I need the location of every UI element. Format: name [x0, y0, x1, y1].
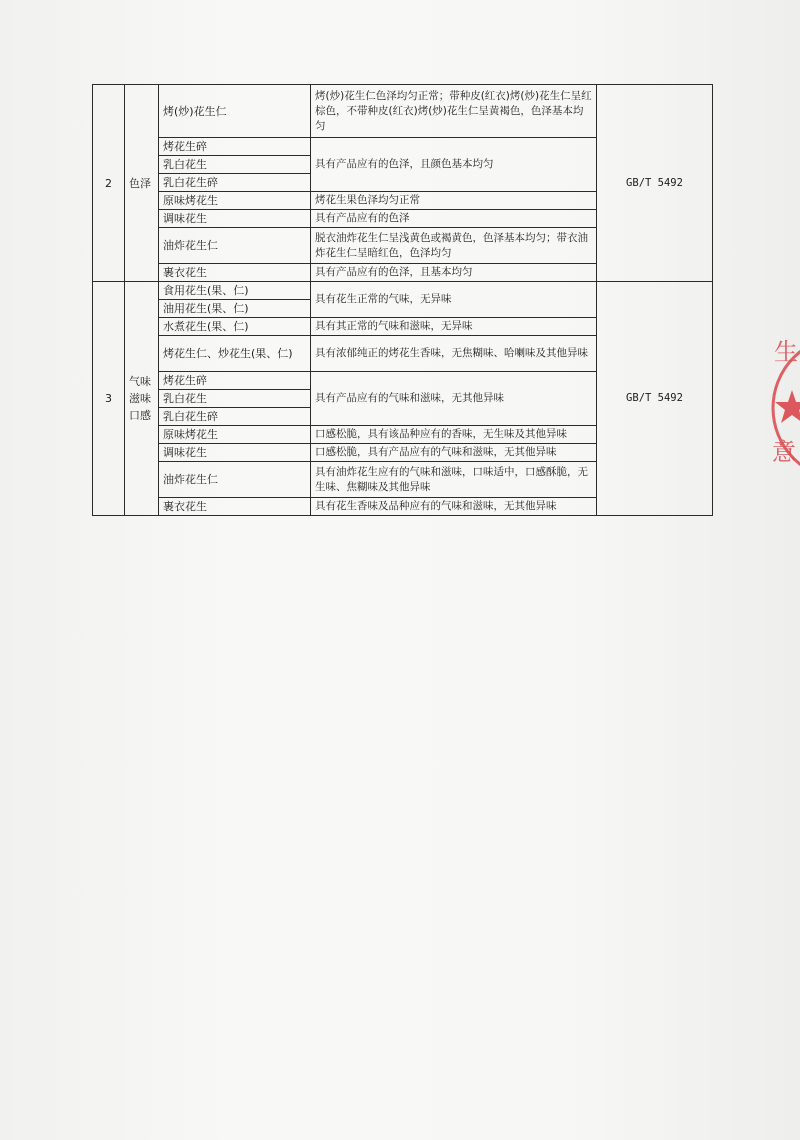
product-cell: 乳白花生碎 [159, 408, 311, 426]
section-item-line: 滋味 [129, 392, 151, 405]
requirement-cell: 烤花生果色泽均匀正常 [311, 192, 597, 210]
test-method: GB/T 5492 [597, 85, 713, 282]
requirement-cell: 具有产品应有的色泽，且基本均匀 [311, 264, 597, 282]
product-cell: 油炸花生仁 [159, 462, 311, 498]
requirement-cell: 具有产品应有的气味和滋味，无其他异味 [311, 372, 597, 426]
section-item-line: 气味 [129, 375, 151, 388]
product-cell: 裹衣花生 [159, 498, 311, 516]
product-cell: 烤(炒)花生仁 [159, 85, 311, 138]
section-item [125, 282, 159, 516]
official-seal [760, 328, 800, 488]
svg-text:生: 生 [774, 338, 798, 366]
section-number: 3 [93, 282, 125, 516]
requirement-cell: 烤(炒)花生仁色泽均匀正常；带种皮(红衣)烤(炒)花生仁呈红棕色，不带种皮(红衣)烤(炒)花生仁呈黄褐色，色泽基本均匀 [311, 85, 597, 138]
requirement-cell: 具有花生正常的气味，无异味 [311, 282, 597, 318]
requirement-cell: 口感松脆，具有该品种应有的香味，无生味及其他异味 [311, 426, 597, 444]
svg-text:意: 意 [772, 438, 796, 466]
product-cell: 乳白花生碎 [159, 174, 311, 192]
requirement-cell: 口感松脆，具有产品应有的气味和滋味，无其他异味 [311, 444, 597, 462]
requirement-cell: 具有产品应有的色泽，且颜色基本均匀 [311, 138, 597, 192]
product-cell: 烤花生碎 [159, 138, 311, 156]
product-cell: 乳白花生 [159, 156, 311, 174]
product-cell: 调味花生 [159, 210, 311, 228]
product-cell: 原味烤花生 [159, 192, 311, 210]
requirement-cell: 脱衣油炸花生仁呈浅黄色或褐黄色，色泽基本均匀；带衣油炸花生仁呈暗红色，色泽均匀 [311, 228, 597, 264]
requirement-cell: 具有油炸花生应有的气味和滋味，口味适中，口感酥脆，无生味、焦糊味及其他异味 [311, 462, 597, 498]
product-cell: 烤花生碎 [159, 372, 311, 390]
requirement-cell: 具有其正常的气味和滋味，无异味 [311, 318, 597, 336]
requirement-cell: 具有产品应有的色泽 [311, 210, 597, 228]
product-cell: 食用花生(果、仁) [159, 282, 311, 300]
product-cell: 油炸花生仁 [159, 228, 311, 264]
table-row [93, 282, 713, 300]
product-cell: 烤花生仁、炒花生(果、仁) [159, 336, 311, 372]
product-cell: 乳白花生 [159, 390, 311, 408]
sensory-requirements-table [92, 84, 713, 516]
product-cell: 原味烤花生 [159, 426, 311, 444]
product-cell: 水煮花生(果、仁) [159, 318, 311, 336]
product-cell: 调味花生 [159, 444, 311, 462]
section-number: 2 [93, 85, 125, 282]
product-cell: 裹衣花生 [159, 264, 311, 282]
section-item-line: 口感 [129, 409, 151, 422]
section-item: 色泽 [125, 85, 159, 282]
requirement-cell: 具有花生香味及品种应有的气味和滋味，无其他异味 [311, 498, 597, 516]
requirement-cell: 具有浓郁纯正的烤花生香味，无焦糊味、哈喇味及其他异味 [311, 336, 597, 372]
test-method: GB/T 5492 [597, 282, 713, 516]
product-cell: 油用花生(果、仁) [159, 300, 311, 318]
table-row [93, 85, 713, 138]
